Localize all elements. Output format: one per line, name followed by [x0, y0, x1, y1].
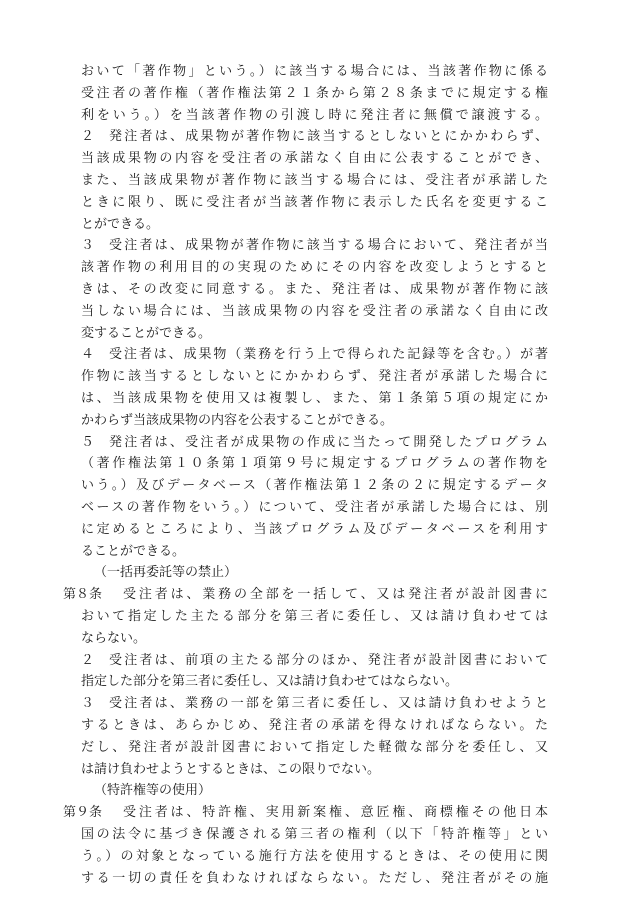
line-text: 指定した部分を第三者に委任し、又は請け負わせてはならない。	[81, 674, 459, 690]
text-line	[81, 126, 548, 148]
line-text: おいて「著作物」という。）に該当する場合には、当該著作物に係る	[81, 64, 548, 79]
text-line	[81, 170, 548, 192]
line-text: 当該成果物の内容を受注者の承諾なく自由に公表することができ、	[81, 151, 548, 167]
text-line	[81, 279, 548, 301]
line-text: （一括再委託等の禁止）	[94, 565, 238, 581]
text-line	[81, 410, 548, 432]
line-text: 利をいう。）を当該著作物の引渡し時に発注者に無償で譲渡する。	[81, 107, 548, 123]
line-text: とができる。	[81, 216, 160, 232]
line-text: 受注者の著作権（著作権法第２１条から第２８条までに規定する権	[81, 85, 548, 101]
line-text: 受注者は、業務の全部を一括して、又は発注者が設計図書に	[123, 587, 548, 603]
text-line	[81, 868, 548, 890]
text-line	[81, 61, 548, 83]
text-line	[81, 671, 548, 693]
line-text: 発注者は、受注者が成果物の作成に当たって開発したプログラム	[109, 434, 548, 450]
text-line	[81, 650, 548, 672]
line-text: う。）の対象となっている施行方法を使用するときは、その使用に関	[81, 848, 548, 864]
line-text: 受注者は、前項の主たる部分のほか、発注者が設計図書において	[109, 652, 548, 668]
line-text: 変することができる。	[81, 325, 212, 341]
line-text: ときに限り、既に受注者が当該著作物に表示した氏名を変更するこ	[81, 194, 548, 210]
line-text: に定めるところにより、当該プログラム及びデータベースを利用す	[81, 521, 548, 537]
text-line	[81, 301, 548, 323]
text-line	[81, 344, 548, 366]
line-text: （著作権法第１０条第１項第９号に規定するプログラムの著作物を	[81, 456, 548, 472]
line-text: 当しない場合には、当該成果物の内容を受注者の承諾なく自由に改	[81, 303, 548, 319]
line-text: 国の法令に基づき保護される第三者の権利（以下「特許権等」とい	[81, 827, 548, 842]
text-line	[81, 235, 548, 257]
text-line	[81, 105, 548, 127]
text-line	[81, 846, 548, 868]
line-text: する一切の責任を負わなければならない。ただし、発注者がその施	[81, 870, 548, 886]
text-line	[81, 628, 548, 650]
line-text: 受注者は、成果物が著作物に該当する場合において、発注者が当	[109, 238, 548, 254]
line-text: するときは、あらかじめ、発注者の承諾を得なければならない。た	[81, 718, 548, 733]
text-line	[63, 584, 548, 606]
paragraph-number: ５	[81, 434, 95, 450]
line-text: は、当該成果物を使用又は複製し、また、第１条第５項の規定にか	[81, 391, 548, 406]
text-line	[81, 366, 548, 388]
text-line	[63, 802, 548, 824]
paragraph-number: ３	[81, 238, 95, 254]
text-line	[81, 606, 548, 628]
text-line	[81, 432, 548, 454]
line-text: 受注者は、特許権、実用新案権、意匠権、商標権その他日本	[123, 805, 548, 821]
text-line	[81, 214, 548, 236]
line-text: は請け負わせようとするときは、この限りでない。	[81, 761, 381, 777]
text-line	[81, 148, 548, 170]
text-line	[81, 497, 548, 519]
line-text: 発注者は、成果物が著作物に該当するとしないとにかかわらず、	[109, 129, 548, 145]
paragraph-number: ４	[81, 347, 95, 363]
line-text: また、当該成果物が著作物に該当する場合には、受注者が承諾した	[81, 173, 548, 188]
paragraph-number: ２	[81, 129, 95, 145]
paragraph-number: ３	[81, 696, 95, 712]
line-text: 受注者は、業務の一部を第三者に委任し、又は請け負わせようと	[109, 696, 548, 712]
text-line	[81, 192, 548, 214]
line-text: いう。）及びデータベース（著作権法第１２条の２に規定するデータ	[81, 478, 548, 494]
text-line	[81, 519, 548, 541]
text-line	[81, 759, 548, 781]
line-text: だし、発注者が設計図書において指定した軽微な部分を委任し、又	[81, 739, 548, 755]
line-text: （特許権等の使用）	[94, 783, 212, 799]
line-text: ならない。	[81, 630, 147, 646]
line-text: 作物に該当するとしないとにかかわらず、発注者が承諾した場合に	[81, 369, 548, 385]
paragraph-number: ２	[81, 652, 95, 668]
text-line	[81, 541, 548, 563]
article-number: 第８条	[63, 587, 103, 603]
line-text: ベースの著作物をいう。）について、受注者が承諾した場合には、別	[81, 500, 548, 515]
article-number: 第９条	[63, 805, 103, 821]
text-line	[81, 257, 548, 279]
text-line	[81, 693, 548, 715]
text-line	[94, 780, 394, 802]
text-line	[81, 737, 548, 759]
text-line	[81, 83, 548, 105]
text-line	[94, 562, 394, 584]
line-text: かわらず当該成果物の内容を公表することができる。	[81, 412, 394, 428]
text-line	[81, 475, 548, 497]
text-line	[81, 824, 548, 846]
text-line	[81, 388, 548, 410]
line-text: きは、その改変に同意する。また、発注者は、成果物が著作物に該	[81, 282, 548, 297]
text-line	[81, 715, 548, 737]
line-text: おいて指定した主たる部分を第三者に委任し、又は請け負わせては	[81, 609, 548, 624]
line-text: 受注者は、成果物（業務を行う上で得られた記録等を含む。）が著	[109, 347, 548, 363]
text-line	[81, 453, 548, 475]
line-text: ることができる。	[81, 543, 186, 559]
line-text: 該著作物の利用目的の実現のためにその内容を改変しようとすると	[81, 260, 548, 276]
text-line	[81, 323, 548, 345]
